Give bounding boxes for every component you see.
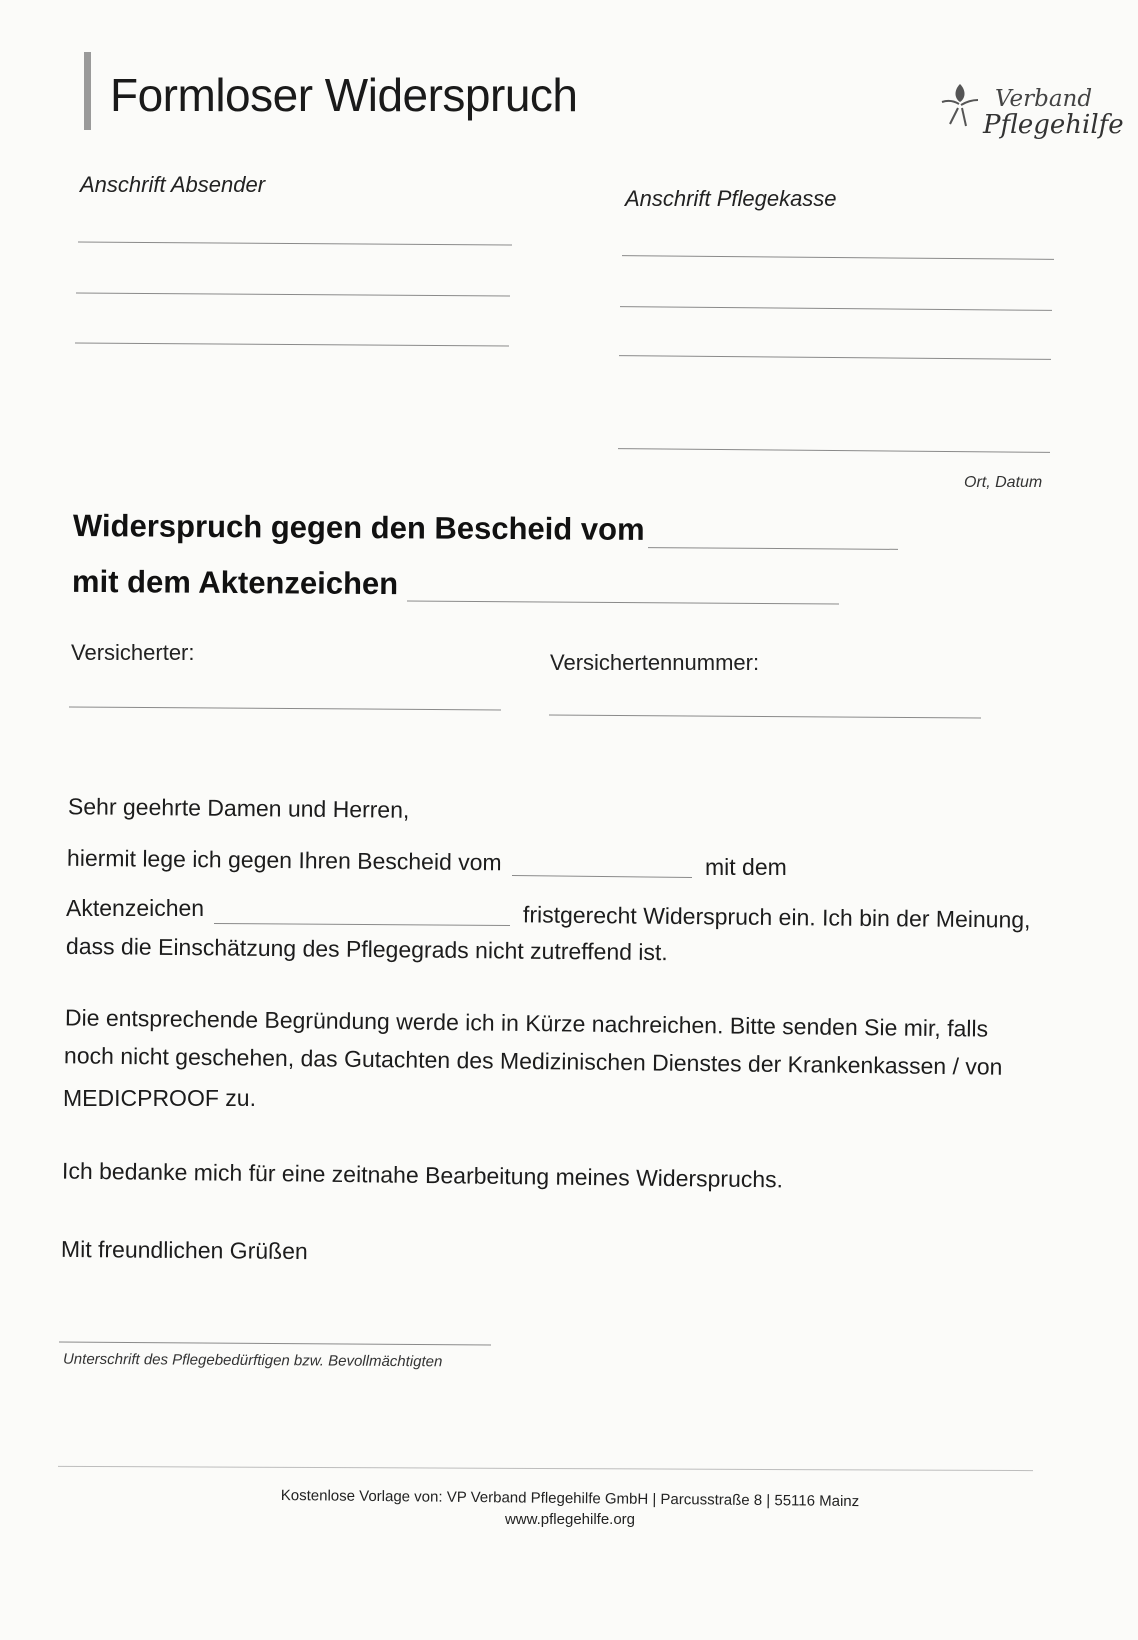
paragraph3: Ich bedanke mich für eine zeitnahe Bearbeitung meines Widerspruchs. (61, 1157, 784, 1193)
body-decision-date-line[interactable] (512, 875, 692, 878)
insured-name-line[interactable] (69, 706, 501, 710)
insurer-address-label: Anschrift Pflegekasse (625, 186, 837, 211)
insurer-address-line-3[interactable] (619, 355, 1051, 360)
signature-line[interactable] (59, 1341, 491, 1345)
flower-logo-icon (940, 80, 980, 140)
logo (940, 80, 1124, 150)
paragraph1-text-c: Aktenzeichen (66, 895, 205, 921)
footer-divider (58, 1466, 1033, 1471)
insured-number-label: Versichertennummer: (550, 650, 760, 675)
heading-decision-date: Widerspruch gegen den Bescheid vom (72, 508, 645, 547)
insured-number-line[interactable] (549, 714, 981, 718)
sender-address-line-3[interactable] (75, 342, 509, 346)
place-date-label: Ort, Datum (964, 474, 1043, 491)
insurer-address-line-1[interactable] (622, 255, 1054, 260)
paragraph2-line2: noch nicht geschehen, das Gutachten des Medizinischen Dienstes der Krankenkassen / von (63, 1042, 1003, 1080)
paragraph1-text-d: fristgerecht Widerspruch ein. Ich bin der Meinung, (522, 901, 1031, 933)
signature-label: Unterschrift des Pflegebedürftigen bzw. Bevollmächtigten (62, 1350, 443, 1371)
page-title: Formloser Widerspruch (110, 69, 578, 121)
heading-file-number: mit dem Aktenzeichen (71, 563, 399, 602)
paragraph1-text-a: hiermit lege ich gegen Ihren Bescheid vom (66, 844, 502, 876)
insurer-address-line-2[interactable] (620, 306, 1052, 311)
salutation: Sehr geehrte Damen und Herren, (67, 793, 410, 823)
body-file-number-line[interactable] (214, 923, 510, 926)
paragraph1-text-b: mit dem (705, 854, 787, 880)
sender-address-line-2[interactable] (76, 292, 510, 296)
logo-text-verband: Verband (995, 86, 1093, 112)
file-number-line[interactable] (407, 600, 839, 604)
title-accent-bar (84, 52, 91, 130)
logo-text-pflegehilfe: Pflegehilfe (983, 110, 1124, 140)
footer-address: Kostenlose Vorlage von: VP Verband Pflegehilfe GmbH | Parcusstraße 8 | 55116 Mainz (280, 1486, 860, 1511)
footer-website-link[interactable]: www.pflegehilfe.org (504, 1511, 636, 1528)
sender-address-label: Anschrift Absender (80, 172, 266, 197)
paragraph2-line3: MEDICPROOF zu. (63, 1085, 256, 1111)
place-date-line[interactable] (618, 448, 1050, 453)
paragraph1-text-e: dass die Einschätzung des Pflegegrads nicht zutreffend ist. (65, 932, 668, 966)
sender-address-line-1[interactable] (78, 241, 512, 245)
insured-label: Versicherter: (71, 640, 195, 665)
closing: Mit freundlichen Grüßen (60, 1235, 308, 1265)
decision-date-line[interactable] (648, 547, 898, 550)
paragraph2-line1: Die entsprechende Begründung werde ich in Kürze nachreichen. Bitte senden Sie mir, falls (64, 1004, 989, 1042)
